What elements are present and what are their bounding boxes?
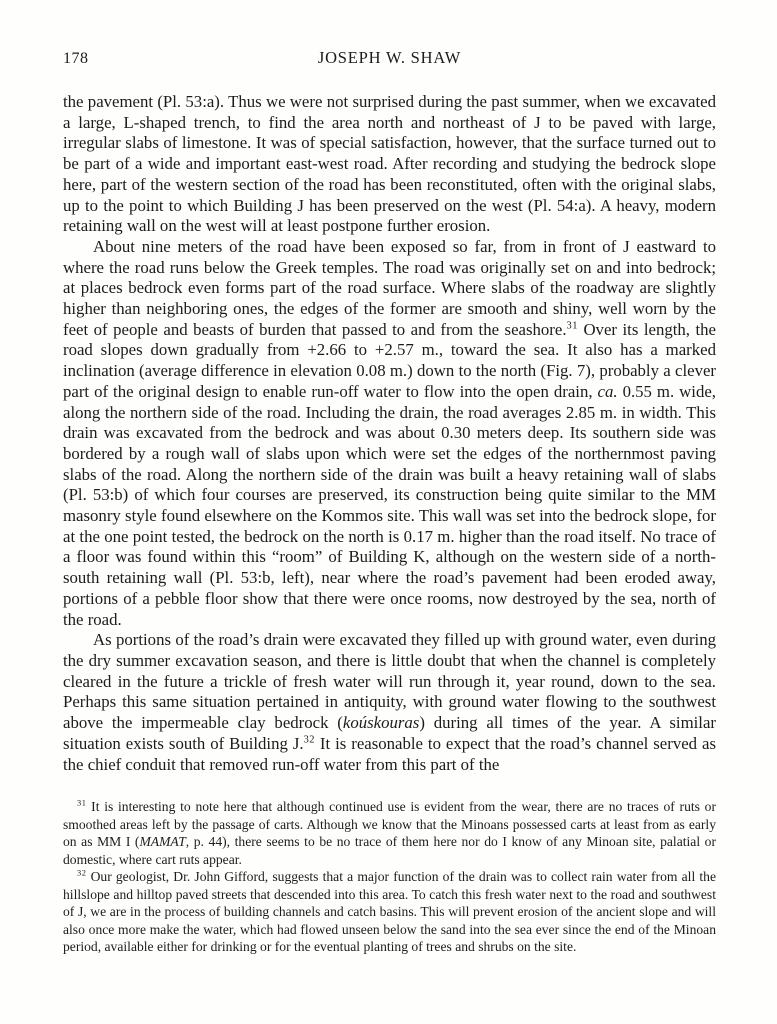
body-paragraph: About nine meters of the road have been exposed so far, from in front of J eastward to where the road runs below the Greek temples. The road was originally set on and into bedrock; at places bedrock even forms part of the road surface. Where slabs of the roadway are slightly higher than neighboring ones, the edges of the former are smooth and shiny, well worn by the feet of people and beasts of burden that passed to and from the seashore.$^{31}$ Over its length, the road slopes down gradually from +2.66 to +2.57 m., toward the sea. It also has a marked inclination (average difference in elevation 0.08 m.) down to the north (Fig. 7), probably a clever part of the original design to enable run-off water to flow into the open drain, ca. 0.55 m. wide, along the northern side of the road. Including the drain, the road averages 2.85 m. in width. This drain was excavated from the bedrock and was about 0.30 meters deep. Its southern side was bordered by a rough wall of slabs upon which were set the edges of the northernmost paving slabs of the road. Along the northern side of the drain was built a heavy retaining wall of slabs (Pl. 53:b) of which four courses are preserved, its construction being quite similar to the MM masonry style found elsewhere on the Kommos site. This wall was set into the bedrock slope, for at the one point tested, the bedrock on the north is 0.17 m. higher than the road itself. No trace of a floor was found within this “room” of Building K, although on the western side of a north-south retaining wall (Pl. 53:b, left), near where the road’s pavement had been eroded away, portions of a pebble floor show that there were once rooms, now destroyed by the sea, north of the road. — [63, 236, 717, 629]
footnotes — [63, 798, 716, 956]
body-paragraph: the pavement (Pl. 53:a). Thus we were not surprised during the past summer, when we excavated a large, L-shaped trench, to find the area north and northeast of J to be paved with large, irregular slabs of limestone. It was of special satisfaction, however, that the surface turned out to be part of a wide and important east-west road. After recording and studying the bedrock slope here, part of the western section of the road has been reconstituted, often with the original slabs, up to the point to which Building J has been preserved on the west (Pl. 54:a). A heavy, modern retaining wall on the west will at least postpone further erosion. — [63, 92, 716, 236]
footnote: $^{32}$ Our geologist, Dr. John Gifford, suggests that a major function of the drain was to collect rain water from all the hillslope and hilltop paved streets that descended into this area. To catch this fresh water next to the road and southwest of J, we are in the process of building channels and catch basins. This will prevent erosion of the ancient slope and will also once more make the water, which had flowed unseen below the sand into the sea ever since the end of the Minoan period, available either for drinking or for the eventual planting of trees and shrubs on the site. — [63, 867, 716, 955]
footnote: $^{31}$ It is interesting to note here that although continued use is evident from the wear, there are no traces of ruts or smoothed areas left by the passage of carts. Although we know that the Minoans possessed carts at least from as early on as MM I (MAMAT, p. 44), there seems to be no trace of them here nor do I know of any Minoan site, palatial or domestic, where cart ruts appear. — [63, 797, 716, 867]
text-block — [63, 48, 716, 956]
page-number: 178 — [63, 50, 89, 67]
body-paragraph: As portions of the road’s drain were excavated they filled up with ground water, even during the dry summer excavation season, and there is little doubt that when the channel is completely cleared in the future a trickle of fresh water will run through it, year round, down to the sea. Perhaps this same situation pertained in antiquity, with ground water flowing to the southwest above the impermeable clay bedrock (koúskouras) during all times of the year. A similar situation exists south of Building J.$^{32}$ It is reasonable to expect that the road’s channel served as the chief conduit that removed run-off water from this part of the — [63, 630, 716, 774]
running-header-author: JOSEPH W. SHAW — [317, 48, 462, 67]
running-head — [63, 48, 716, 70]
body-text — [63, 92, 716, 775]
